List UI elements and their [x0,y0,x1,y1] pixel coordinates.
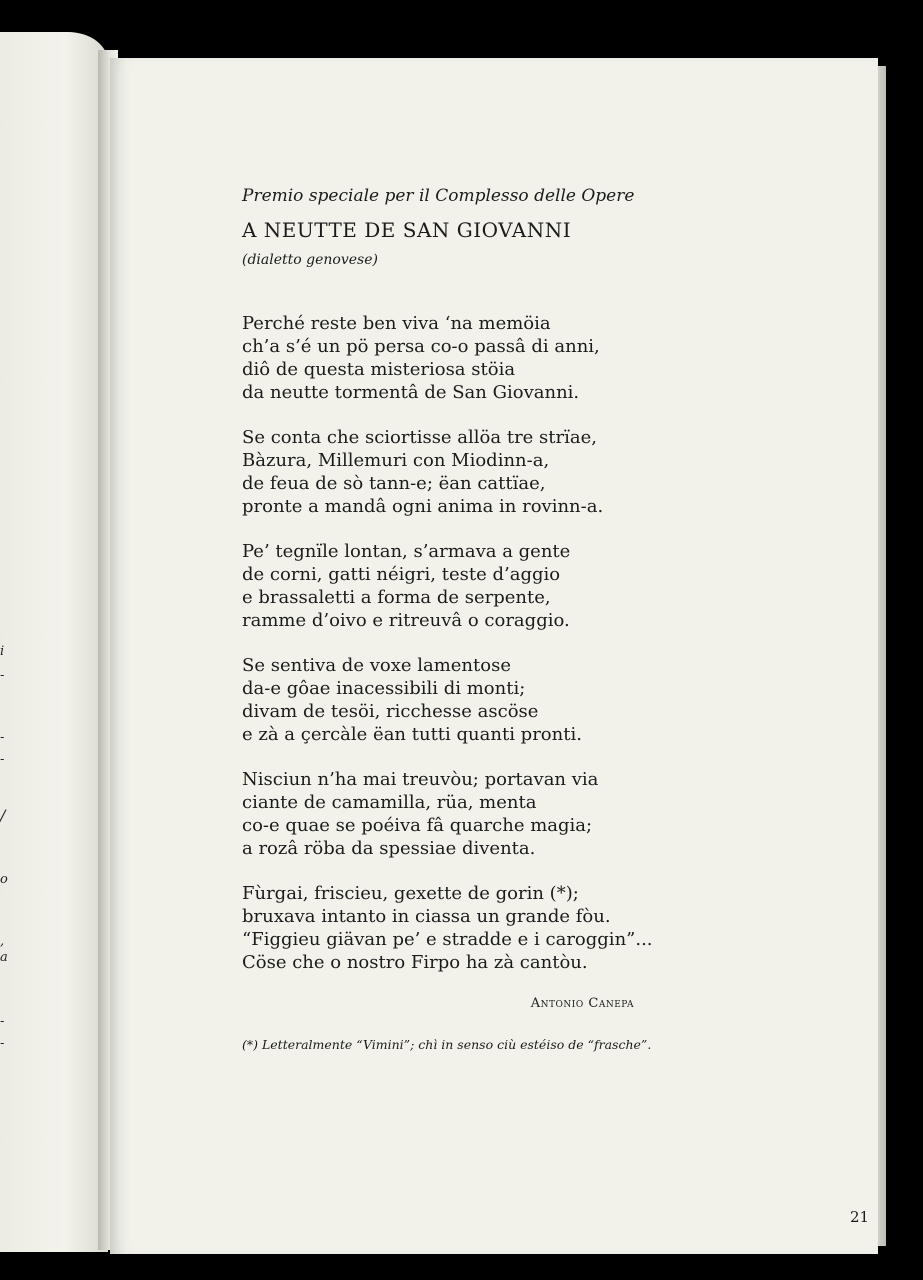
poem-line: bruxava intanto in ciassa un grande fòu. [242,906,611,927]
poem-author: Antonio Canepa [530,996,634,1011]
poem-line: co-e quae se poéiva fâ quarche magia; [242,815,593,836]
previous-page-fragment: a [0,950,8,965]
poem-line: Se sentiva de voxe lamentose [242,655,511,676]
previous-page-fragment: - [0,1014,5,1029]
stanza [242,540,802,632]
poem-line: Pe’ tegnïle lontan, s’armava a gente [242,541,571,562]
poem-line: ciante de camamilla, rüa, menta [242,792,537,813]
previous-page-fragment: - [0,1036,5,1051]
poem-title: A NEUTTE DE SAN GIOVANNI [242,218,572,242]
poem-line: e brassaletti a forma de serpente, [242,587,551,608]
poem-line: de corni, gatti néigri, teste d’aggio [242,564,561,585]
prize-heading: Premio speciale per il Complesso delle Opere [242,186,635,206]
poem-line: a rozâ röba da spessiae diventa. [242,838,536,859]
poem-content [242,186,802,1052]
poem-line: Se conta che sciortisse allöa tre strïae, [242,427,597,448]
previous-page-fragment: , [0,934,5,949]
poem-line: diô de questa misteriosa stöia [242,359,516,380]
stanza [242,426,802,518]
stanza [242,654,802,746]
previous-page-fragment: / [0,806,6,825]
stanza [242,768,802,860]
poem-line: ch’a s’é un pö persa co-o passâ di anni, [242,336,600,357]
poem-line: “Figgieu giävan pe’ e stradde e i caroggin”... [242,929,653,950]
poem-line: Nisciun n’ha mai treuvòu; portavan via [242,769,599,790]
footnote: (*) Letteralmente “Vimini”; chì in senso ciù estéiso de “frasche”. [242,1037,652,1052]
previous-page-fragment: i [0,644,5,659]
poem-line: Bàzura, Millemuri con Miodinn-a, [242,450,550,471]
stanza [242,312,802,404]
dialect-note: (dialetto genovese) [242,252,378,268]
stanza [242,882,802,974]
previous-page-fragment: o [0,872,8,887]
poem-line: pronte a mandâ ogni anima in rovinn-a. [242,496,604,517]
previous-page-fragment: - [0,752,5,767]
poem-line: de feua de sò tann-e; ëan cattïae, [242,473,546,494]
page-number: 21 [850,1208,870,1226]
poem-line: da-e gôae inacessibili di monti; [242,678,526,699]
previous-page [0,32,108,1252]
poem-line: divam de tesöi, ricchesse ascöse [242,701,539,722]
poem-line: e zà a çercàle ëan tutti quanti pronti. [242,724,582,745]
poem-line: Fùrgai, friscieu, gexette de gorin (*); [242,883,579,904]
poem-line: Cöse che o nostro Firpo ha zà cantòu. [242,952,588,973]
poem-line: Perché reste ben viva ‘na memöia [242,313,551,334]
poem-line: ramme d’oivo e ritreuvâ o coraggio. [242,610,570,631]
book-page [110,58,878,1254]
previous-page-fragment: - [0,668,5,683]
poem-line: da neutte tormentâ de San Giovanni. [242,382,580,403]
previous-page-fragment: - [0,730,5,745]
